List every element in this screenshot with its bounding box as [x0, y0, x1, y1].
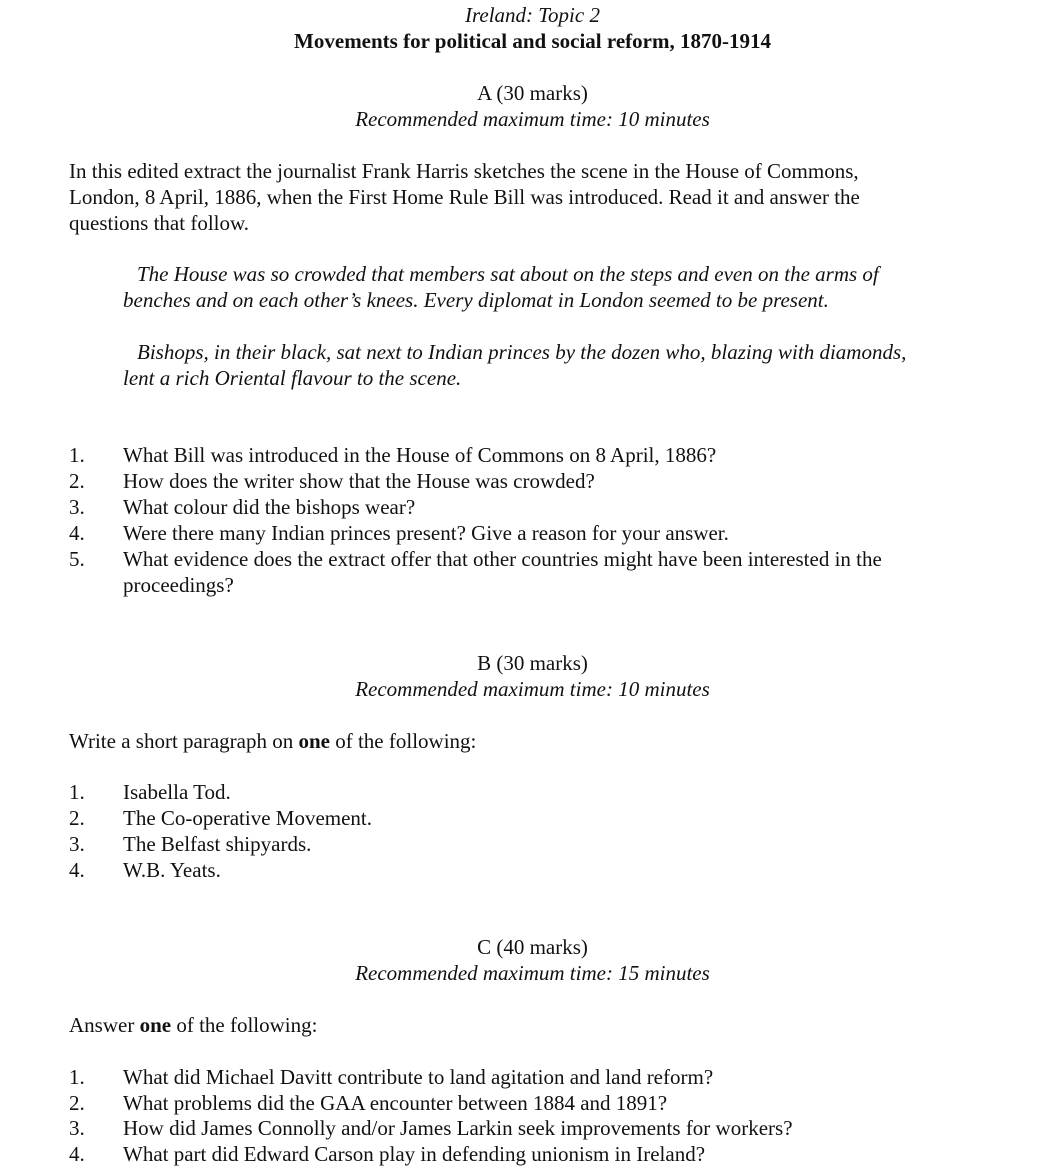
section-b-time: Recommended maximum time: 10 minutes: [355, 677, 710, 701]
extract-line: benches and on each other’s knees. Every diplomat in London seemed to be present.: [123, 288, 829, 312]
instruction-emphasis: one: [139, 1013, 172, 1037]
section-c-time: Recommended maximum time: 15 minutes: [355, 961, 710, 985]
question-number: 2.: [69, 469, 85, 493]
extract-line: Bishops, in their black, sat next to Indian princes by the dozen who, blazing with diamonds,: [137, 340, 907, 364]
section-a-intro-line: questions that follow.: [69, 211, 250, 235]
option-number: 3.: [69, 832, 85, 856]
question-text: What evidence does the extract offer that other countries might have been interested in the: [123, 547, 882, 571]
option-number: 4.: [69, 858, 85, 882]
section-a-intro-line: London, 8 April, 1886, when the First Home Rule Bill was introduced. Read it and answer the: [69, 185, 860, 209]
question-text: What Bill was introduced in the House of Commons on 8 April, 1886?: [123, 443, 717, 467]
instruction-text: Answer: [69, 1013, 140, 1037]
option-text: The Belfast shipyards.: [123, 832, 312, 856]
option-text: Isabella Tod.: [123, 780, 231, 804]
question-text: Were there many Indian princes present? Give a reason for your answer.: [123, 521, 729, 545]
question-number: 5.: [69, 547, 85, 571]
extract-line: The House was so crowded that members sat about on the steps and even on the arms of: [137, 262, 879, 286]
question-number: 3.: [69, 495, 85, 519]
option-number: 1.: [69, 780, 85, 804]
option-number: 2.: [69, 1091, 85, 1115]
question-text: What colour did the bishops wear?: [123, 495, 416, 519]
option-text: What part did Edward Carson play in defending unionism in Ireland?: [123, 1142, 706, 1166]
option-text: The Co-operative Movement.: [123, 806, 373, 830]
section-a-heading: A (30 marks): [477, 81, 588, 105]
option-text: What did Michael Davitt contribute to land agitation and land reform?: [123, 1065, 714, 1089]
question-number: 1.: [69, 443, 85, 467]
section-b-heading: B (30 marks): [477, 651, 588, 675]
topic-label: Ireland: Topic 2: [465, 3, 600, 27]
extract-line: lent a rich Oriental flavour to the scene.: [123, 366, 462, 390]
page-title: Movements for political and social reform, 1870-1914: [294, 29, 771, 53]
question-text: How does the writer show that the House was crowded?: [123, 469, 595, 493]
option-number: 4.: [69, 1142, 85, 1166]
section-c-instruction: [69, 1012, 317, 1038]
option-text: What problems did the GAA encounter between 1884 and 1891?: [123, 1091, 668, 1115]
instruction-text: Write a short paragraph on: [69, 729, 299, 753]
section-b-instruction: [69, 728, 476, 754]
question-text: proceedings?: [123, 573, 234, 597]
option-number: 1.: [69, 1065, 85, 1089]
instruction-text: of the following:: [171, 1013, 318, 1037]
section-c-heading: C (40 marks): [477, 935, 588, 959]
section-a-intro-line: In this edited extract the journalist Frank Harris sketches the scene in the House of Commons,: [69, 159, 859, 183]
option-text: W.B. Yeats.: [123, 858, 221, 882]
instruction-emphasis: one: [298, 729, 330, 753]
section-a-time: Recommended maximum time: 10 minutes: [355, 107, 710, 131]
option-number: 2.: [69, 806, 85, 830]
option-text: How did James Connolly and/or James Larkin seek improvements for workers?: [123, 1116, 793, 1140]
instruction-text: of the following:: [329, 729, 477, 753]
option-number: 3.: [69, 1116, 85, 1140]
question-number: 4.: [69, 521, 85, 545]
